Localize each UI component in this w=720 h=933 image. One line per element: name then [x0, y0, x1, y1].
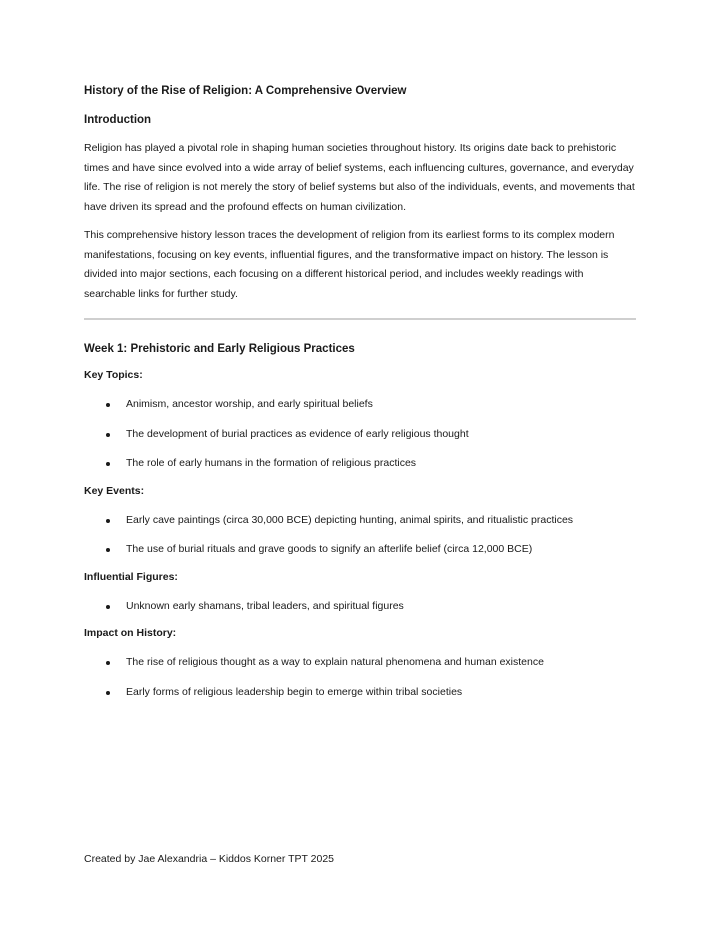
figures-list — [84, 597, 636, 617]
page-footer: Created by Jae Alexandria – Kiddos Korner TPT 2025 — [84, 853, 335, 865]
list-item — [84, 511, 636, 531]
impact-list — [84, 653, 636, 702]
list-item-text: Early forms of religious leadership begin to emerge within tribal societies — [126, 685, 463, 698]
key-topics-label: Key Topics: — [84, 369, 143, 381]
bullet-icon — [106, 661, 110, 665]
list-item-text: The role of early humans in the formation of religious practices — [126, 457, 417, 469]
list-item — [84, 597, 636, 617]
list-item — [84, 425, 636, 445]
bullet-icon — [106, 691, 110, 695]
bullet-icon — [106, 548, 110, 552]
list-item — [84, 653, 636, 673]
key-events-list — [84, 511, 636, 560]
intro-paragraph-2: This comprehensive history lesson traces the development of religion from its earliest forms to its complex modern manifestations, focusing on key events, influential figures, and the transformative impact on history. The lesson is divided into major sections, each focusing on a different historical period, and includes weekly readings with searchable links for further study. — [84, 229, 615, 300]
list-item-text: Animism, ancestor worship, and early spiritual beliefs — [126, 398, 373, 410]
key-topics-list — [84, 395, 636, 474]
key-events-label: Key Events: — [84, 484, 145, 497]
list-item — [84, 454, 636, 474]
list-item-text: The development of burial practices as evidence of early religious thought — [126, 427, 469, 440]
week1-heading: Week 1: Prehistoric and Early Religious Practices — [84, 343, 355, 355]
list-item — [84, 540, 636, 560]
intro-paragraph-1: Religion has played a pivotal role in shaping human societies throughout history. Its origins date back to prehistoric times and have since evolved into a wide array of belief systems, each influencing cultures, governance, and everyday life. The rise of religion is not merely the story of belief systems but also of the individuals, events, and movements that have driven its spread and the profound effects on human civilization. — [84, 142, 635, 213]
list-item-text: Early cave paintings (circa 30,000 BCE) depicting hunting, animal spirits, and ritualistic practices — [126, 513, 574, 526]
document-page — [84, 84, 636, 712]
bullet-icon — [106, 462, 110, 466]
impact-label: Impact on History: — [84, 627, 177, 639]
bullet-icon — [106, 605, 110, 609]
section-divider — [84, 318, 636, 320]
bullet-icon — [106, 433, 110, 437]
list-item-text: Unknown early shamans, tribal leaders, and spiritual figures — [126, 599, 404, 612]
list-item — [84, 395, 636, 415]
list-item — [84, 683, 636, 703]
list-item-text: The rise of religious thought as a way to explain natural phenomena and human existence — [126, 656, 544, 668]
figures-label: Influential Figures: — [84, 570, 178, 583]
intro-heading: Introduction — [84, 114, 152, 126]
bullet-icon — [106, 519, 110, 523]
document-title: History of the Rise of Religion: A Comprehensive Overview — [84, 85, 407, 97]
list-item-text: The use of burial rituals and grave goods to signify an afterlife belief (circa 12,000 BCE) — [126, 543, 533, 555]
bullet-icon — [106, 403, 110, 407]
